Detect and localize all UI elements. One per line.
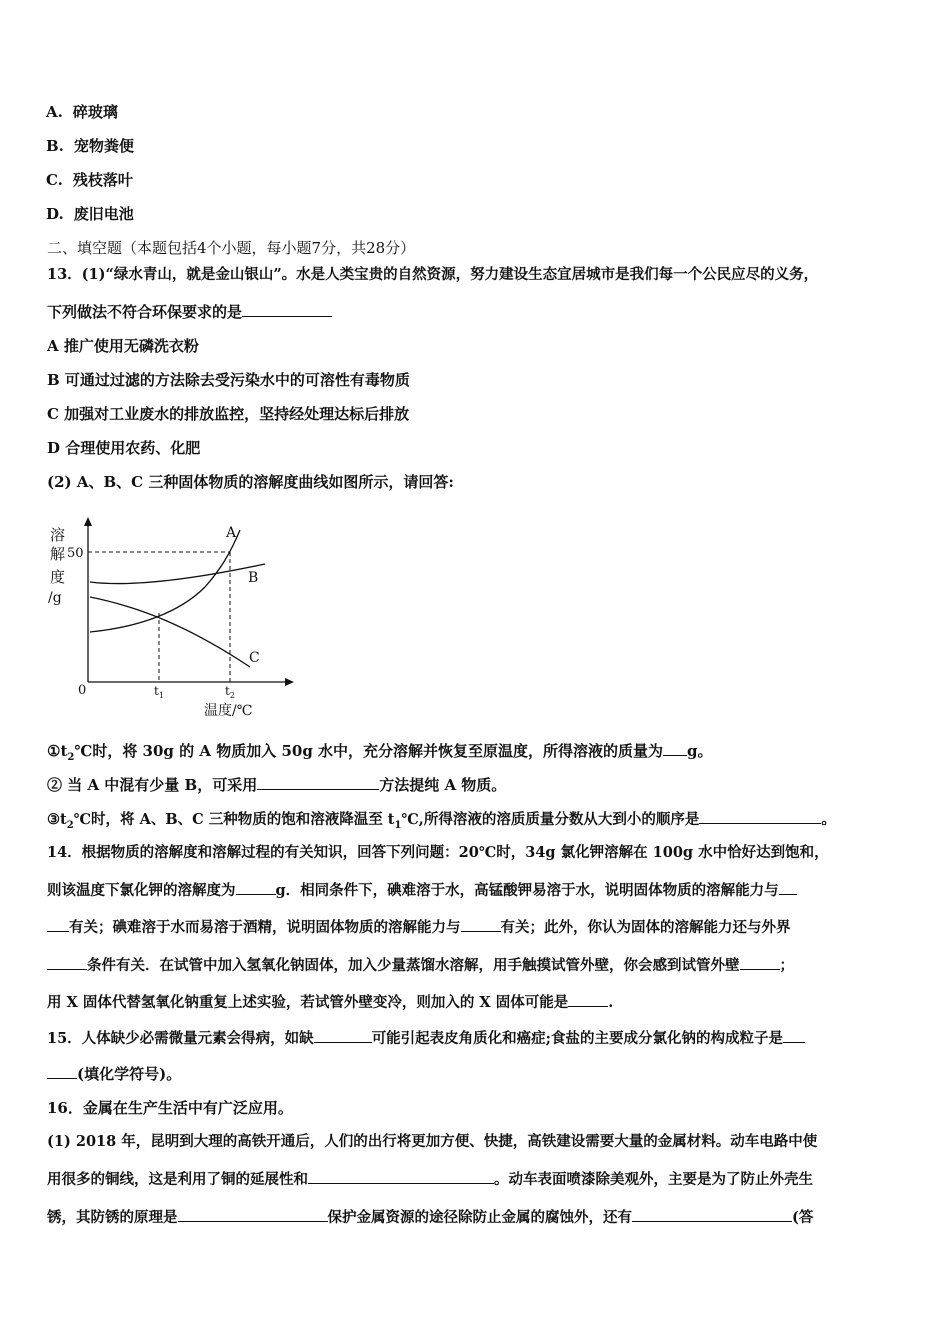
answer-blank[interactable] [740,955,780,970]
ylabel-4: /g [48,590,62,606]
q13-option-b: B 可通过过滤的方法除去受污染水中的可溶性有毒物质 [47,371,410,389]
answer-blank[interactable] [699,809,821,824]
option-d: D. 废旧电池 [46,205,134,223]
ylabel-2: 解 [50,545,66,563]
q16-line1: 16．金属在生产生活中有广泛应用。 [47,1099,293,1117]
answer-blank[interactable] [47,1064,77,1079]
curve-c [90,597,250,667]
label-b: B [248,570,259,586]
option-c: C. 残枝落叶 [46,171,133,189]
q13-option-a: A 推广使用无磷洗衣粉 [47,337,199,355]
y-axis-arrow [84,517,92,526]
y-tick-50: 50 [67,546,84,561]
q15-line1: 15．人体缺少必需微量元素会得病，如缺 可能引起表皮角质化和癌症;食盐的主要成分氯化钠的构成粒子是 [47,1028,805,1048]
ylabel-1: 溶 [50,526,66,544]
x-axis-arrow [285,678,294,686]
q16-line2: (1) 2018 年，昆明到大理的高铁开通后，人们的出行将更加方便、快捷，高铁建设需要大量的金属材料。动车电路中使 [47,1133,818,1150]
answer-blank[interactable] [783,1028,805,1043]
answer-blank[interactable] [236,880,276,895]
q13-option-d: D 合理使用农药、化肥 [47,439,201,457]
answer-blank[interactable] [779,880,797,895]
q13-line1: 13．(1)“绿水青山，就是金山银山”。水是人类宝贵的自然资源，努力建设生态宜居城市是我们每一个公民应尽的义务， [47,266,819,283]
solubility-graph [40,512,300,722]
q14-line1: 14．根据物质的溶解度和溶解过程的有关知识，回答下列问题：20℃时，34g 氯化钾溶解在 100g 水中恰好达到饱和， [47,844,829,861]
q16-line4: 锈，其防锈的原理是 保护金属资源的途径除防止金属的腐蚀外，还有 (答 [47,1209,814,1226]
answer-blank[interactable] [242,302,332,317]
q14-line4: 条件有关．在试管中加入氢氧化钠固体，加入少量蒸馏水溶解，用手触摸试管外壁，你会感到试管外壁 ； [47,955,794,975]
option-a: A. 碎玻璃 [46,103,118,121]
ylabel-3: 度 [50,568,66,586]
x-axis-label: 温度/℃ [204,703,253,719]
label-a: A [226,525,237,541]
q13-option-c: C 加强对工业废水的排放监控，坚持经处理达标后排放 [47,405,410,423]
answer-blank[interactable] [47,917,69,932]
t2-label: $t_2$ [225,684,235,700]
q14-line5: 用 X 固体代替氢氧化钠重复上述实验，若试管外壁变冷，则加入的 X 固体可能是 . [47,994,614,1011]
answer-blank[interactable] [461,917,501,932]
answer-blank[interactable] [308,1169,494,1184]
answer-blank[interactable] [568,992,608,1007]
q13-sub2: ② 当 A 中混有少量 B，可采用 方法提纯 A 物质。 [47,776,507,794]
origin-label: 0 [78,683,87,698]
q14-line3: 有关；碘难溶于水而易溶于酒精，说明固体物质的溶解能力与 有关；此外，你认为固体的溶解能力还与外界 [47,917,791,937]
section-title: 二、填空题（本题包括4个小题，每小题7分，共28分） [47,239,416,257]
answer-blank[interactable] [314,1028,372,1043]
q13-sub3: $③t_2℃$时，将 A、B、C 三种物质的饱和溶液降温至 $t_1℃$,所得溶液的溶质质量分数从大到小的顺序是 。 [47,811,836,831]
answer-blank[interactable] [632,1207,792,1222]
q13-part2: (2) A、B、C 三种固体物质的溶解度曲线如图所示，请回答: [47,473,454,491]
q16-line3: 用很多的铜线，这是利用了铜的延展性和 。动车表面喷漆除美观外，主要是为了防止外壳生 [47,1171,813,1188]
label-c: C [249,650,260,666]
t1-label: $t_1$ [154,684,164,700]
answer-blank[interactable] [47,955,87,970]
answer-blank[interactable] [178,1207,328,1222]
answer-blank[interactable] [663,741,687,756]
answer-blank[interactable] [257,775,379,790]
q13-line2: 下列做法不符合环保要求的是 [47,302,332,321]
curve-b [90,564,265,584]
q15-line2: (填化学符号)。 [47,1064,181,1083]
q13-sub1: $①t_2℃$时，将 30g 的 A 物质加入 50g 水中，充分溶解并恢复至原温度，所得溶液的质量为 g。 [47,742,713,763]
option-b: B. 宠物粪便 [46,137,134,155]
q14-line2: 则该温度下氯化钾的溶解度为 g．相同条件下，碘难溶于水，高锰酸钾易溶于水，说明固体物质的溶解能力与 [47,880,797,900]
